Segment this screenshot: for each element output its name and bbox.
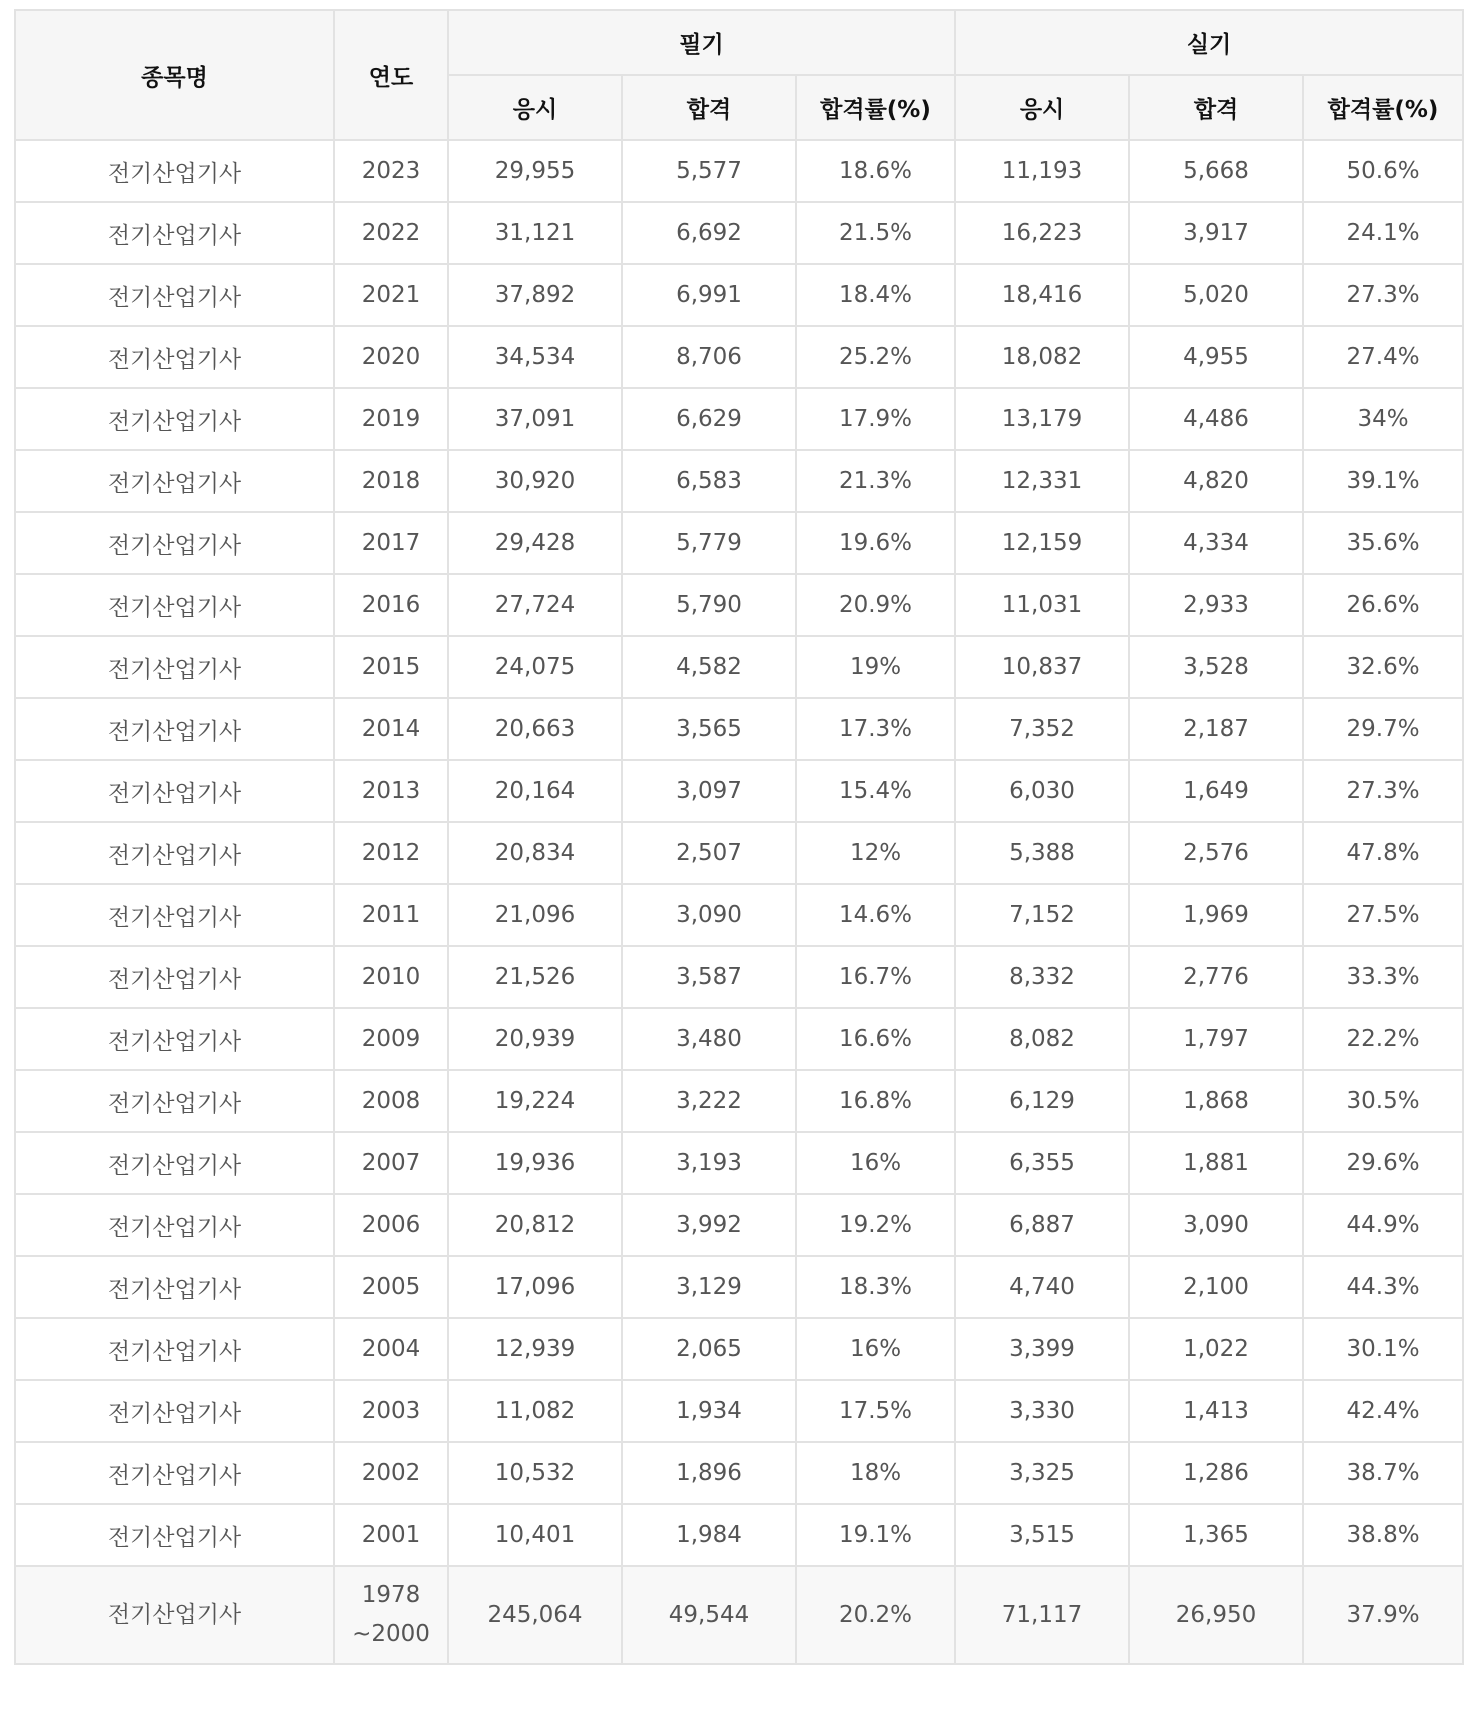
cell-written-pass: 5,577	[622, 140, 796, 202]
cell-year: 2020	[334, 326, 448, 388]
cell-written-rate: 19%	[796, 636, 955, 698]
cell-name: 전기산업기사	[15, 202, 334, 264]
summary-name: 전기산업기사	[15, 1566, 334, 1664]
header-practical: 실기	[955, 10, 1463, 75]
cell-name: 전기산업기사	[15, 760, 334, 822]
cell-name: 전기산업기사	[15, 698, 334, 760]
cell-practical-apply: 3,330	[955, 1380, 1129, 1442]
cell-practical-apply: 11,031	[955, 574, 1129, 636]
cell-practical-apply: 11,193	[955, 140, 1129, 202]
cell-practical-apply: 8,332	[955, 946, 1129, 1008]
table-container	[14, 9, 1462, 1665]
cell-name: 전기산업기사	[15, 1380, 334, 1442]
cell-practical-apply: 12,159	[955, 512, 1129, 574]
cell-practical-rate: 26.6%	[1303, 574, 1463, 636]
cell-written-pass: 3,480	[622, 1008, 796, 1070]
cell-practical-apply: 10,837	[955, 636, 1129, 698]
cell-practical-apply: 3,515	[955, 1504, 1129, 1566]
cell-practical-pass: 1,969	[1129, 884, 1303, 946]
table-row	[15, 1070, 1463, 1132]
cell-practical-rate: 38.8%	[1303, 1504, 1463, 1566]
cell-practical-apply: 7,352	[955, 698, 1129, 760]
header-year: 연도	[334, 10, 448, 140]
cell-practical-rate: 24.1%	[1303, 202, 1463, 264]
cell-practical-apply: 6,129	[955, 1070, 1129, 1132]
cell-written-apply: 31,121	[448, 202, 622, 264]
cell-practical-rate: 35.6%	[1303, 512, 1463, 574]
cell-year: 2007	[334, 1132, 448, 1194]
cell-written-rate: 16%	[796, 1132, 955, 1194]
table-row	[15, 140, 1463, 202]
cell-written-rate: 19.2%	[796, 1194, 955, 1256]
table-row	[15, 698, 1463, 760]
cell-written-pass: 8,706	[622, 326, 796, 388]
cell-written-rate: 19.6%	[796, 512, 955, 574]
cell-written-apply: 17,096	[448, 1256, 622, 1318]
cell-practical-apply: 18,082	[955, 326, 1129, 388]
cell-written-apply: 12,939	[448, 1318, 622, 1380]
cell-practical-rate: 33.3%	[1303, 946, 1463, 1008]
cell-written-pass: 3,090	[622, 884, 796, 946]
cell-practical-pass: 5,020	[1129, 264, 1303, 326]
cell-name: 전기산업기사	[15, 512, 334, 574]
header-name: 종목명	[15, 10, 334, 140]
cell-practical-rate: 29.6%	[1303, 1132, 1463, 1194]
cell-written-apply: 30,920	[448, 450, 622, 512]
cell-practical-rate: 44.9%	[1303, 1194, 1463, 1256]
cell-written-rate: 16.8%	[796, 1070, 955, 1132]
cell-practical-pass: 4,334	[1129, 512, 1303, 574]
cell-practical-pass: 3,528	[1129, 636, 1303, 698]
cell-written-rate: 17.5%	[796, 1380, 955, 1442]
cell-practical-pass: 1,797	[1129, 1008, 1303, 1070]
cell-practical-apply: 3,399	[955, 1318, 1129, 1380]
cell-year: 2014	[334, 698, 448, 760]
cell-practical-apply: 5,388	[955, 822, 1129, 884]
cell-year: 2018	[334, 450, 448, 512]
cell-written-apply: 24,075	[448, 636, 622, 698]
header-practical-apply: 응시	[955, 75, 1129, 140]
cell-written-apply: 20,812	[448, 1194, 622, 1256]
cell-written-pass: 3,097	[622, 760, 796, 822]
cell-practical-apply: 13,179	[955, 388, 1129, 450]
cell-written-rate: 18.4%	[796, 264, 955, 326]
table-row	[15, 264, 1463, 326]
summary-practical-apply: 71,117	[955, 1566, 1129, 1664]
cell-written-pass: 5,790	[622, 574, 796, 636]
cell-practical-pass: 3,090	[1129, 1194, 1303, 1256]
cell-written-rate: 17.3%	[796, 698, 955, 760]
table-body	[15, 140, 1463, 1664]
cell-written-pass: 2,507	[622, 822, 796, 884]
cell-year: 2013	[334, 760, 448, 822]
cell-written-rate: 15.4%	[796, 760, 955, 822]
cell-name: 전기산업기사	[15, 574, 334, 636]
cell-practical-rate: 47.8%	[1303, 822, 1463, 884]
cell-name: 전기산업기사	[15, 884, 334, 946]
cell-name: 전기산업기사	[15, 1070, 334, 1132]
cell-written-pass: 3,565	[622, 698, 796, 760]
cell-name: 전기산업기사	[15, 1504, 334, 1566]
cell-practical-apply: 7,152	[955, 884, 1129, 946]
cell-practical-apply: 6,355	[955, 1132, 1129, 1194]
cell-written-apply: 10,401	[448, 1504, 622, 1566]
cell-practical-pass: 1,286	[1129, 1442, 1303, 1504]
cell-written-apply: 29,955	[448, 140, 622, 202]
cell-name: 전기산업기사	[15, 326, 334, 388]
cell-practical-rate: 27.5%	[1303, 884, 1463, 946]
cell-practical-pass: 2,576	[1129, 822, 1303, 884]
cell-written-pass: 6,583	[622, 450, 796, 512]
cell-written-rate: 16.6%	[796, 1008, 955, 1070]
summary-written-rate: 20.2%	[796, 1566, 955, 1664]
cell-written-pass: 6,991	[622, 264, 796, 326]
cell-year: 2003	[334, 1380, 448, 1442]
table-row	[15, 822, 1463, 884]
cell-written-rate: 21.5%	[796, 202, 955, 264]
table-row	[15, 884, 1463, 946]
cell-written-pass: 3,222	[622, 1070, 796, 1132]
cell-written-apply: 29,428	[448, 512, 622, 574]
cell-practical-rate: 30.5%	[1303, 1070, 1463, 1132]
cell-written-rate: 18%	[796, 1442, 955, 1504]
summary-written-pass: 49,544	[622, 1566, 796, 1664]
summary-year	[334, 1566, 448, 1664]
cell-name: 전기산업기사	[15, 822, 334, 884]
cell-written-pass: 5,779	[622, 512, 796, 574]
cell-practical-apply: 8,082	[955, 1008, 1129, 1070]
table-row	[15, 512, 1463, 574]
header-practical-pass: 합격	[1129, 75, 1303, 140]
cell-year: 2004	[334, 1318, 448, 1380]
cell-written-apply: 19,936	[448, 1132, 622, 1194]
cell-year: 2023	[334, 140, 448, 202]
cell-practical-pass: 4,955	[1129, 326, 1303, 388]
table-row	[15, 574, 1463, 636]
cell-practical-apply: 16,223	[955, 202, 1129, 264]
cell-written-pass: 3,193	[622, 1132, 796, 1194]
table-row	[15, 450, 1463, 512]
table-header	[15, 10, 1463, 140]
table-row	[15, 1132, 1463, 1194]
cell-name: 전기산업기사	[15, 450, 334, 512]
cell-name: 전기산업기사	[15, 636, 334, 698]
cell-practical-rate: 27.4%	[1303, 326, 1463, 388]
cell-practical-pass: 1,881	[1129, 1132, 1303, 1194]
cell-practical-apply: 4,740	[955, 1256, 1129, 1318]
cell-practical-apply: 3,325	[955, 1442, 1129, 1504]
cell-written-pass: 1,984	[622, 1504, 796, 1566]
table-row	[15, 388, 1463, 450]
cell-written-rate: 14.6%	[796, 884, 955, 946]
table-row	[15, 1194, 1463, 1256]
cell-practical-pass: 2,933	[1129, 574, 1303, 636]
table-row	[15, 946, 1463, 1008]
cell-name: 전기산업기사	[15, 1442, 334, 1504]
cell-practical-pass: 1,365	[1129, 1504, 1303, 1566]
cell-practical-apply: 18,416	[955, 264, 1129, 326]
cell-written-apply: 19,224	[448, 1070, 622, 1132]
summary-written-apply: 245,064	[448, 1566, 622, 1664]
cell-written-apply: 34,534	[448, 326, 622, 388]
cell-written-pass: 3,587	[622, 946, 796, 1008]
cell-practical-rate: 22.2%	[1303, 1008, 1463, 1070]
cell-practical-pass: 2,776	[1129, 946, 1303, 1008]
cell-practical-pass: 3,917	[1129, 202, 1303, 264]
summary-practical-rate: 37.9%	[1303, 1566, 1463, 1664]
table-row	[15, 326, 1463, 388]
cell-practical-pass: 4,486	[1129, 388, 1303, 450]
cell-practical-pass: 1,413	[1129, 1380, 1303, 1442]
cell-name: 전기산업기사	[15, 388, 334, 450]
cell-written-pass: 6,629	[622, 388, 796, 450]
cell-year: 2021	[334, 264, 448, 326]
table-row	[15, 1380, 1463, 1442]
cell-practical-pass: 5,668	[1129, 140, 1303, 202]
cell-written-apply: 37,091	[448, 388, 622, 450]
cell-practical-rate: 42.4%	[1303, 1380, 1463, 1442]
cell-written-apply: 10,532	[448, 1442, 622, 1504]
cell-name: 전기산업기사	[15, 1256, 334, 1318]
table-row	[15, 1504, 1463, 1566]
cell-year: 2005	[334, 1256, 448, 1318]
cell-practical-rate: 39.1%	[1303, 450, 1463, 512]
table-row	[15, 1442, 1463, 1504]
header-written-rate: 합격률(%)	[796, 75, 955, 140]
cell-written-rate: 18.6%	[796, 140, 955, 202]
cell-written-apply: 37,892	[448, 264, 622, 326]
cell-practical-apply: 12,331	[955, 450, 1129, 512]
summary-practical-pass: 26,950	[1129, 1566, 1303, 1664]
table-row	[15, 636, 1463, 698]
cell-practical-pass: 1,022	[1129, 1318, 1303, 1380]
cell-name: 전기산업기사	[15, 1008, 334, 1070]
cell-written-apply: 21,096	[448, 884, 622, 946]
summary-year-end: ~2000	[352, 1621, 430, 1647]
cell-practical-pass: 2,100	[1129, 1256, 1303, 1318]
header-written-pass: 합격	[622, 75, 796, 140]
cell-year: 2016	[334, 574, 448, 636]
cell-practical-rate: 32.6%	[1303, 636, 1463, 698]
cell-written-rate: 12%	[796, 822, 955, 884]
cell-year: 2019	[334, 388, 448, 450]
cell-written-apply: 20,164	[448, 760, 622, 822]
header-written: 필기	[448, 10, 955, 75]
cell-written-apply: 11,082	[448, 1380, 622, 1442]
cell-written-pass: 2,065	[622, 1318, 796, 1380]
cell-written-rate: 17.9%	[796, 388, 955, 450]
cell-written-pass: 1,934	[622, 1380, 796, 1442]
cell-written-rate: 16.7%	[796, 946, 955, 1008]
cell-name: 전기산업기사	[15, 1318, 334, 1380]
cell-practical-rate: 38.7%	[1303, 1442, 1463, 1504]
cell-year: 2012	[334, 822, 448, 884]
cell-year: 2015	[334, 636, 448, 698]
cell-name: 전기산업기사	[15, 946, 334, 1008]
cell-practical-pass: 4,820	[1129, 450, 1303, 512]
cell-year: 2010	[334, 946, 448, 1008]
cell-year: 2022	[334, 202, 448, 264]
cell-practical-pass: 1,649	[1129, 760, 1303, 822]
table-row	[15, 760, 1463, 822]
header-practical-rate: 합격률(%)	[1303, 75, 1463, 140]
cell-written-rate: 16%	[796, 1318, 955, 1380]
cell-written-apply: 20,663	[448, 698, 622, 760]
cell-name: 전기산업기사	[15, 1132, 334, 1194]
cell-practical-rate: 50.6%	[1303, 140, 1463, 202]
cell-written-apply: 20,939	[448, 1008, 622, 1070]
cell-written-rate: 20.9%	[796, 574, 955, 636]
cell-written-apply: 27,724	[448, 574, 622, 636]
header-written-apply: 응시	[448, 75, 622, 140]
cell-written-pass: 6,692	[622, 202, 796, 264]
cell-written-pass: 1,896	[622, 1442, 796, 1504]
exam-stats-table	[14, 9, 1464, 1665]
cell-practical-rate: 27.3%	[1303, 264, 1463, 326]
cell-written-rate: 19.1%	[796, 1504, 955, 1566]
cell-written-pass: 4,582	[622, 636, 796, 698]
cell-year: 2017	[334, 512, 448, 574]
cell-written-apply: 21,526	[448, 946, 622, 1008]
cell-written-apply: 20,834	[448, 822, 622, 884]
table-row	[15, 1008, 1463, 1070]
cell-practical-pass: 2,187	[1129, 698, 1303, 760]
table-row	[15, 1256, 1463, 1318]
cell-name: 전기산업기사	[15, 264, 334, 326]
cell-written-rate: 18.3%	[796, 1256, 955, 1318]
cell-year: 2011	[334, 884, 448, 946]
table-row	[15, 1318, 1463, 1380]
cell-practical-apply: 6,887	[955, 1194, 1129, 1256]
cell-practical-pass: 1,868	[1129, 1070, 1303, 1132]
cell-name: 전기산업기사	[15, 1194, 334, 1256]
cell-year: 2002	[334, 1442, 448, 1504]
cell-year: 2006	[334, 1194, 448, 1256]
cell-practical-apply: 6,030	[955, 760, 1129, 822]
cell-year: 2008	[334, 1070, 448, 1132]
table-row	[15, 202, 1463, 264]
cell-written-pass: 3,129	[622, 1256, 796, 1318]
cell-name: 전기산업기사	[15, 140, 334, 202]
cell-year: 2001	[334, 1504, 448, 1566]
cell-year: 2009	[334, 1008, 448, 1070]
cell-written-pass: 3,992	[622, 1194, 796, 1256]
cell-practical-rate: 30.1%	[1303, 1318, 1463, 1380]
cell-practical-rate: 29.7%	[1303, 698, 1463, 760]
cell-written-rate: 21.3%	[796, 450, 955, 512]
cell-written-rate: 25.2%	[796, 326, 955, 388]
cell-practical-rate: 34%	[1303, 388, 1463, 450]
summary-row	[15, 1566, 1463, 1664]
cell-practical-rate: 44.3%	[1303, 1256, 1463, 1318]
summary-year-start: 1978	[361, 1582, 421, 1608]
cell-practical-rate: 27.3%	[1303, 760, 1463, 822]
